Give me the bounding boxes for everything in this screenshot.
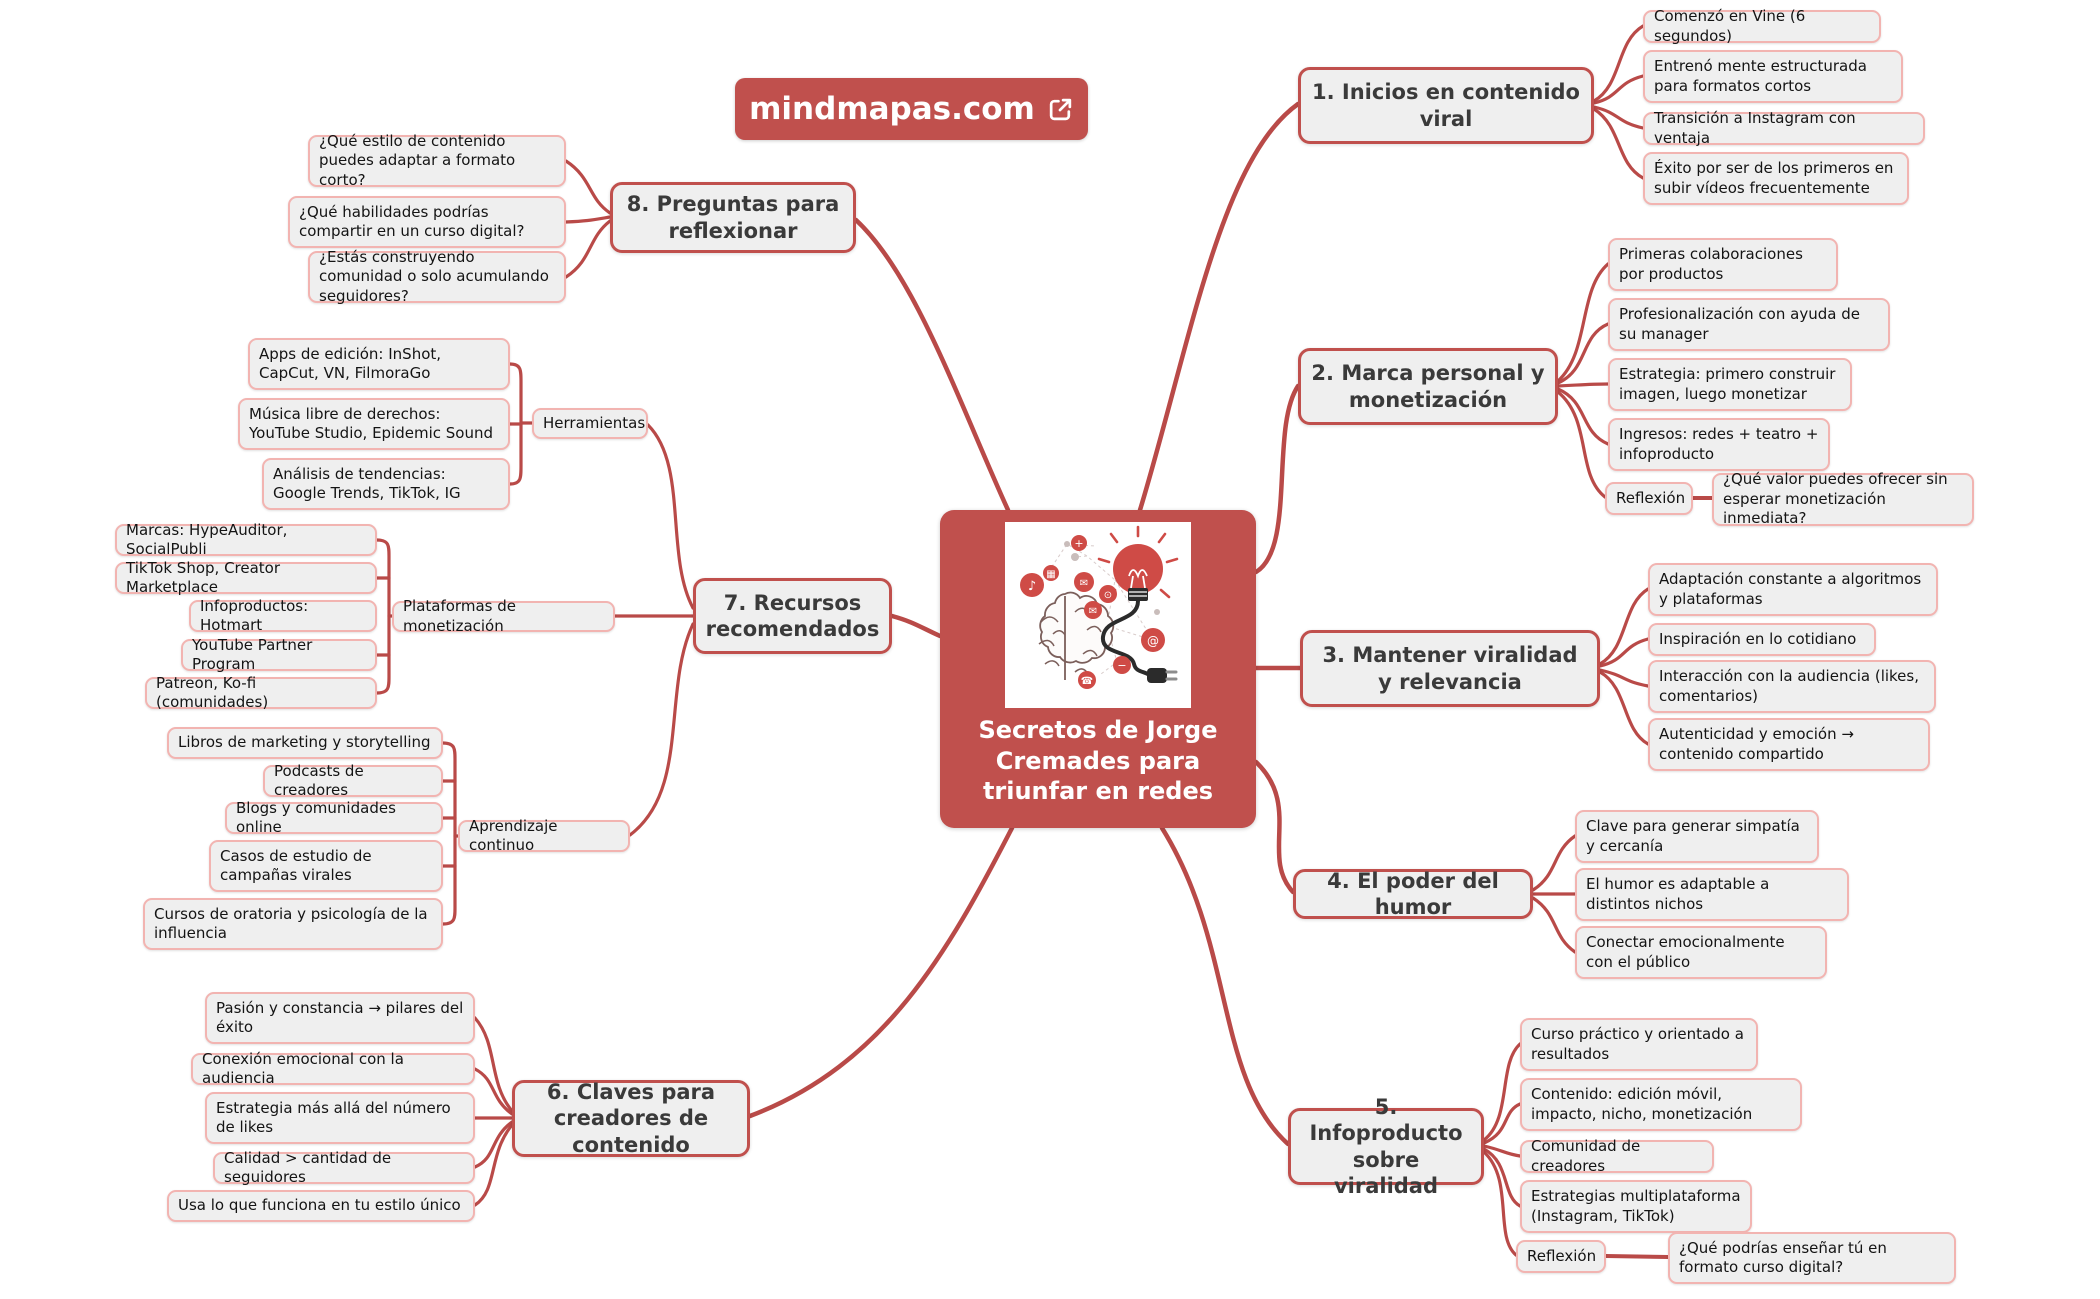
leaf-text: Clave para generar simpatía y cercanía (1586, 817, 1800, 855)
leaf-interaccion-audiencia[interactable] (1648, 660, 1936, 713)
leaf-entreno-mente[interactable] (1643, 50, 1903, 103)
subtopic-label: Aprendizaje continuo (469, 816, 558, 854)
leaf-text: Calidad > cantidad de seguidores (224, 1148, 392, 1186)
central-topic[interactable] (940, 510, 1256, 828)
leaf-text: Profesionalización con ayuda de su manager (1619, 305, 1860, 343)
leaf-text: Curso práctico y orientado a resultados (1531, 1025, 1744, 1063)
svg-text:✉: ✉ (1088, 606, 1098, 617)
topic-recursos-recomendados[interactable] (693, 578, 892, 654)
topic-label: 4. El poder del humor (1327, 868, 1499, 919)
leaf-clave-simpatia[interactable] (1575, 810, 1819, 863)
leaf-text: YouTube Partner Program (192, 635, 313, 673)
topic-label: 8. Preguntas para reflexionar (626, 192, 840, 243)
leaf-profesionalizacion[interactable] (1608, 298, 1890, 351)
leaf-comunidad-seguidores[interactable] (308, 247, 566, 305)
leaf-text: TikTok Shop, Creator Marketplace (126, 558, 281, 596)
leaf-contenido-edicion[interactable] (1520, 1078, 1802, 1131)
leaf-text: Interacción con la audiencia (likes, comentarios) (1659, 667, 1919, 705)
leaf-text: Primeras colaboraciones por productos (1619, 245, 1803, 283)
leaf-text: Comenzó en Vine (6 segundos) (1654, 7, 1806, 45)
topic-claves-creadores[interactable] (512, 1080, 750, 1157)
power-cord-drawing (1103, 601, 1176, 683)
topic-poder-del-humor[interactable] (1293, 869, 1533, 919)
leaf-text: Adaptación constante a algoritmos y plataformas (1659, 570, 1922, 608)
central-topic-title: Secretos de Jorge Cremades para triunfar en redes (978, 716, 1218, 806)
topic-infoproducto-viralidad[interactable] (1288, 1095, 1484, 1198)
branch-topic-3 (1600, 589, 1648, 744)
external-link-icon (1047, 96, 1074, 123)
leaf-conexion-emocional[interactable] (191, 1049, 475, 1087)
topic-label: 7. Recursos recomendados (705, 590, 880, 641)
leaf-estilo-formato-corto[interactable] (308, 131, 566, 189)
subtopic-herramientas[interactable] (532, 408, 648, 439)
svg-text:+: + (1074, 537, 1084, 550)
topic-label: 5. Infoproducto sobre viralidad (1309, 1095, 1463, 1198)
subtopic-label: Plataformas de monetización (403, 597, 516, 635)
leaf-cursos-oratoria[interactable] (143, 898, 443, 950)
branch-topic-8 (566, 161, 610, 277)
leaf-estrategias-multiplataforma[interactable] (1520, 1180, 1752, 1233)
leaf-text: ¿Estás construyendo comunidad o solo acumulando seguidores? (319, 247, 549, 305)
brain-lightbulb-illustration (1005, 522, 1191, 708)
topic-mantener-viralidad[interactable] (1300, 630, 1600, 707)
leaf-text: ¿Qué valor puedes ofrecer sin esperar monetización inmediata? (1723, 470, 1948, 528)
leaf-text: Libros de marketing y storytelling (178, 733, 431, 752)
leaf-blogs-comunidades[interactable] (225, 798, 443, 836)
leaf-comunidad-creadores[interactable] (1520, 1137, 1714, 1175)
topic-label: 2. Marca personal y monetización (1311, 361, 1545, 412)
leaf-text: Ingresos: redes + teatro + infoproducto (1619, 425, 1819, 463)
leaf-primeras-colaboraciones[interactable] (1608, 238, 1838, 291)
mindmapas-label: mindmapas.com (749, 91, 1035, 127)
leaf-text: El humor es adaptable a distintos nichos (1586, 875, 1770, 913)
leaf-text: Patreon, Ko-fi (comunidades) (156, 673, 269, 711)
leaf-estrategia-likes[interactable] (205, 1092, 475, 1144)
leaf-text: Entrenó mente estructurada para formatos cortos (1654, 57, 1867, 95)
leaf-conectar-emocionalmente[interactable] (1575, 926, 1827, 979)
leaf-marcas-hypeauditor[interactable] (115, 520, 377, 558)
leaf-text: ¿Qué habilidades podrías compartir en un curso digital? (299, 202, 525, 240)
svg-text:✉: ✉ (1079, 578, 1089, 589)
topic-label: 1. Inicios en contenido viral (1312, 80, 1580, 131)
leaf-curso-practico[interactable] (1520, 1018, 1758, 1071)
leaf-text: ¿Qué estilo de contenido puedes adaptar a formato corto? (319, 131, 516, 189)
leaf-text: Infoproductos: Hotmart (200, 596, 309, 634)
leaf-calidad-cantidad[interactable] (213, 1148, 475, 1186)
leaf-text: Contenido: edición móvil, impacto, nicho, monetización (1531, 1085, 1753, 1123)
leaf-analisis-tendencias[interactable] (262, 458, 510, 510)
subtopic-aprendizaje-continuo[interactable] (458, 816, 630, 854)
leaf-text: Autenticidad y emoción → contenido compartido (1659, 725, 1854, 763)
leaf-text: Casos de estudio de campañas virales (220, 846, 372, 884)
leaf-text: Inspiración en lo cotidiano (1659, 629, 1857, 648)
leaf-text: Cursos de oratoria y psicología de la influencia (154, 904, 428, 942)
leaf-pasion-constancia[interactable] (205, 992, 475, 1044)
leaf-autenticidad-emocion[interactable] (1648, 718, 1930, 771)
leaf-text: Comunidad de creadores (1531, 1137, 1641, 1175)
mindmapas-link[interactable] (735, 78, 1088, 140)
leaf-patreon-kofi[interactable] (145, 673, 377, 711)
leaf-exito-primeros[interactable] (1643, 152, 1909, 205)
leaf-podcasts-creadores[interactable] (263, 761, 443, 799)
leaf-text: Reflexión (1616, 488, 1686, 507)
leaf-text: Conectar emocionalmente con el público (1586, 933, 1785, 971)
leaf-text: Conexión emocional con la audiencia (202, 1049, 404, 1087)
topic-label: 6. Claves para creadores de contenido (546, 1080, 716, 1157)
branch-topic-4 (1533, 836, 1575, 952)
svg-text:▦: ▦ (1046, 569, 1056, 580)
svg-text:☎: ☎ (1080, 676, 1094, 687)
subtopic-label: Herramientas (543, 413, 646, 432)
leaf-apps-edicion[interactable] (248, 338, 510, 390)
leaf-infoproductos-hotmart[interactable] (189, 596, 377, 634)
topic-marca-personal[interactable] (1298, 348, 1558, 425)
leaf-humor-adaptable[interactable] (1575, 868, 1849, 921)
node-reflexion-marca[interactable] (1605, 482, 1693, 515)
topic-inicios-contenido-viral[interactable] (1298, 67, 1594, 144)
leaf-youtube-partner[interactable] (181, 635, 377, 673)
leaf-musica-libre[interactable] (238, 398, 510, 450)
leaf-libros-marketing[interactable] (167, 727, 443, 759)
leaf-casos-estudio[interactable] (209, 840, 443, 892)
leaf-text: Reflexión (1527, 1246, 1597, 1265)
leaf-text: ¿Qué podrías enseñar tú en formato curso digital? (1679, 1238, 1887, 1276)
leaf-inspiracion-cotidiano[interactable] (1648, 623, 1876, 656)
topic-label: 3. Mantener viralidad y relevancia (1322, 643, 1578, 694)
leaf-text: Podcasts de creadores (274, 761, 364, 799)
leaf-text: Estrategias multiplataforma (Instagram, TikTok) (1531, 1187, 1741, 1225)
svg-text:@: @ (1147, 634, 1159, 648)
leaf-text: Transición a Instagram con ventaja (1654, 109, 1856, 147)
branch-topic-6 (475, 1018, 512, 1205)
leaf-reflexion-ensenar[interactable] (1668, 1232, 1956, 1284)
leaf-habilidades-curso[interactable] (288, 196, 566, 248)
leaf-text: Apps de edición: InShot, CapCut, VN, FilmoraGo (259, 344, 442, 382)
subtopic-plataformas-monetizacion[interactable] (392, 597, 615, 635)
leaf-text: Análisis de tendencias: Google Trends, TikTok, IG (273, 464, 461, 502)
leaf-comenzo-en-vine[interactable] (1643, 7, 1881, 45)
leaf-estilo-unico[interactable] (167, 1190, 475, 1222)
leaf-text: Música libre de derechos: YouTube Studio, Epidemic Sound (249, 404, 494, 442)
leaf-text: Usa lo que funciona en tu estilo único (178, 1196, 461, 1215)
leaf-adaptacion-algoritmos[interactable] (1648, 563, 1938, 616)
leaf-text: Éxito por ser de los primeros en subir vídeos frecuentemente (1654, 159, 1894, 197)
leaf-tiktok-shop[interactable] (115, 558, 377, 596)
leaf-text: Pasión y constancia → pilares del éxito (216, 998, 464, 1036)
topic-preguntas-reflexionar[interactable] (610, 182, 856, 253)
leaf-text: Estrategia más allá del número de likes (216, 1098, 451, 1136)
svg-text:−: − (1117, 659, 1127, 672)
leaf-reflexion-valor[interactable] (1712, 470, 1974, 528)
leaf-text: Blogs y comunidades online (236, 798, 396, 836)
leaf-transicion-instagram[interactable] (1643, 109, 1925, 147)
svg-text:♪: ♪ (1027, 579, 1037, 594)
leaf-text: Estrategia: primero construir imagen, luego monetizar (1619, 365, 1836, 403)
branch-topic-1 (1594, 26, 1643, 178)
leaf-ingresos[interactable] (1608, 418, 1830, 471)
leaf-text: Marcas: HypeAuditor, SocialPubli (126, 520, 288, 558)
node-reflexion-infoproducto[interactable] (1516, 1240, 1606, 1273)
svg-text:⊙: ⊙ (1103, 590, 1113, 601)
leaf-estrategia-imagen[interactable] (1608, 358, 1852, 411)
